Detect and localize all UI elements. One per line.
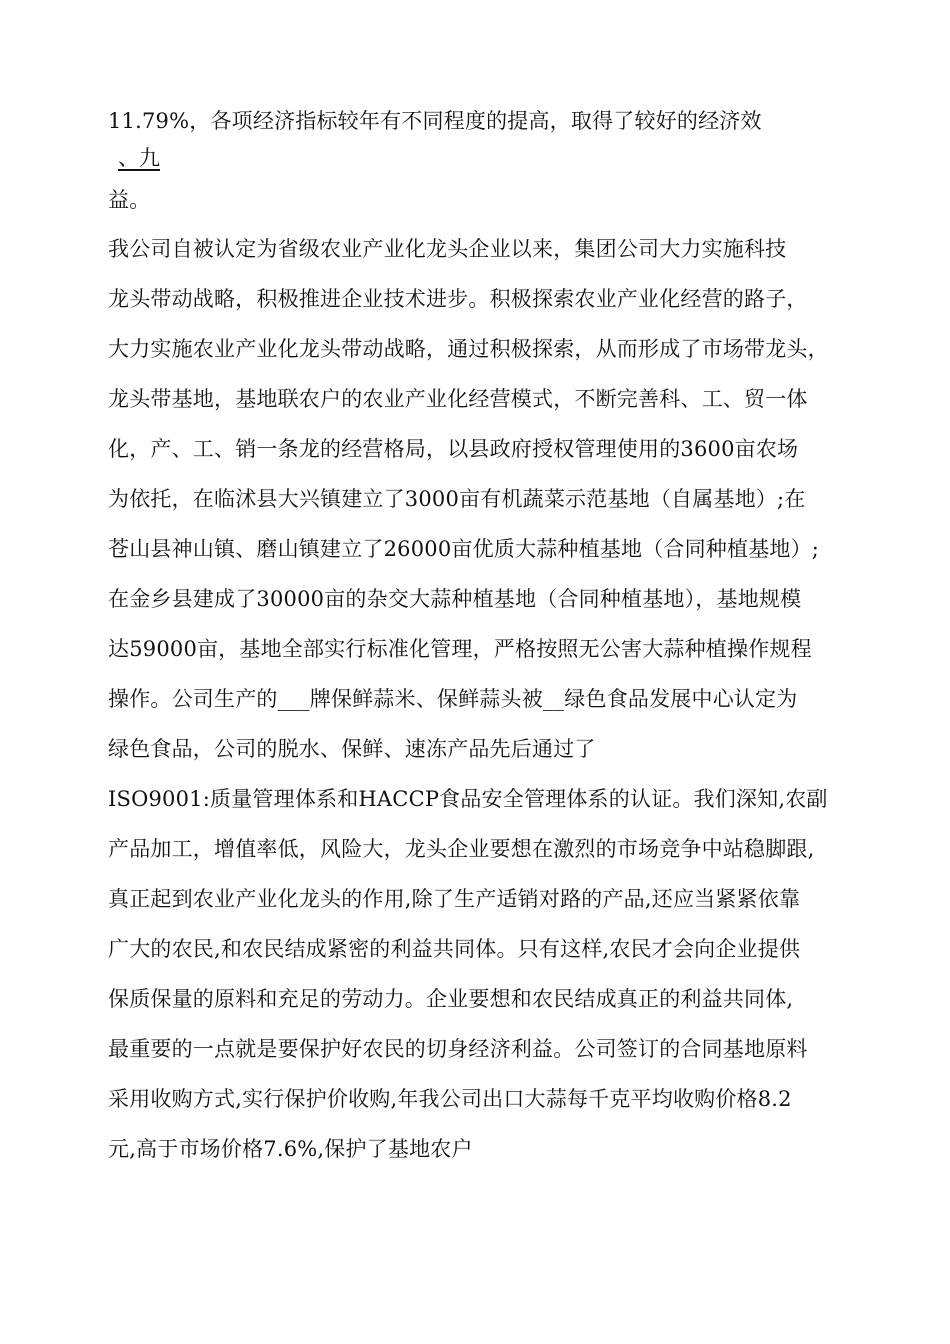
paragraph-2-line: 化，产、工、销一条龙的经营格局，以县政府授权管理使用的3600亩农场 xyxy=(108,437,799,461)
paragraph-2-line: 真正起到农业产业化龙头的作用,除了生产适销对路的产品,还应当紧紧依靠 xyxy=(108,887,801,911)
paragraph-2-line: 我公司自被认定为省级农业产业化龙头企业以来，集团公司大力实施科技 xyxy=(108,237,787,261)
paragraph-2-line: 为依托，在临沭县大兴镇建立了3000亩有机蔬菜示范基地（自属基地）;在 xyxy=(108,487,806,511)
paragraph-2-line: 龙头带动战略，积极推进企业技术进步。积极探索农业产业化经营的路子， xyxy=(108,287,808,311)
paragraph-2-line: 操作。公司生产的___牌保鲜蒜米、保鲜蒜头被__绿色食品发展中心认定为 xyxy=(108,687,798,711)
paragraph-2-line: ISO9001:质量管理体系和HACCP食品安全管理体系的认证。我们深知,农副 xyxy=(108,787,828,811)
paragraph-2-line: 达59000亩，基地全部实行标准化管理，严格按照无公害大蒜种植操作规程 xyxy=(108,637,812,661)
paragraph-2-line: 大力实施农业产业化龙头带动战略，通过积极探索，从而形成了市场带龙头， xyxy=(108,337,829,361)
paragraph-2-line: 龙头带基地，基地联农户的农业产业化经营模式，不断完善科、工、贸一体 xyxy=(108,387,808,411)
paragraph-2-line: 最重要的一点就是要保护好农民的切身经济利益。公司签订的合同基地原料 xyxy=(108,1037,808,1061)
paragraph-2-line: 元,高于市场价格7.6%,保护了基地农户 xyxy=(108,1137,473,1161)
paragraph-2-line: 苍山县神山镇、磨山镇建立了26000亩优质大蒜种植基地（合同种植基地）; xyxy=(108,537,820,561)
paragraph-2-line: 保质保量的原料和充足的劳动力。企业要想和农民结成真正的利益共同体, xyxy=(108,987,794,1011)
paragraph-2-line: 广大的农民,和农民结成紧密的利益共同体。只有这样,农民才会向企业提供 xyxy=(108,937,801,961)
paragraph-1-line-2: 益。 xyxy=(108,188,151,212)
paragraph-1-line-1: 11.79%，各项经济指标较年有不同程度的提高，取得了较好的经济效 xyxy=(108,109,762,133)
underlined-fragment: 、九 xyxy=(118,146,160,170)
paragraph-2-line: 在金乡县建成了30000亩的杂交大蒜种植基地（合同种植基地），基地规模 xyxy=(108,587,802,611)
paragraph-2-line: 采用收购方式,实行保护价收购,年我公司出口大蒜每千克平均收购价格8.2 xyxy=(108,1087,792,1111)
paragraph-2-line: 绿色食品，公司的脱水、保鲜、速冻产品先后通过了 xyxy=(108,737,596,761)
paragraph-2-line: 产品加工，增值率低，风险大，龙头企业要想在激烈的市场竞争中站稳脚跟, xyxy=(108,837,815,861)
